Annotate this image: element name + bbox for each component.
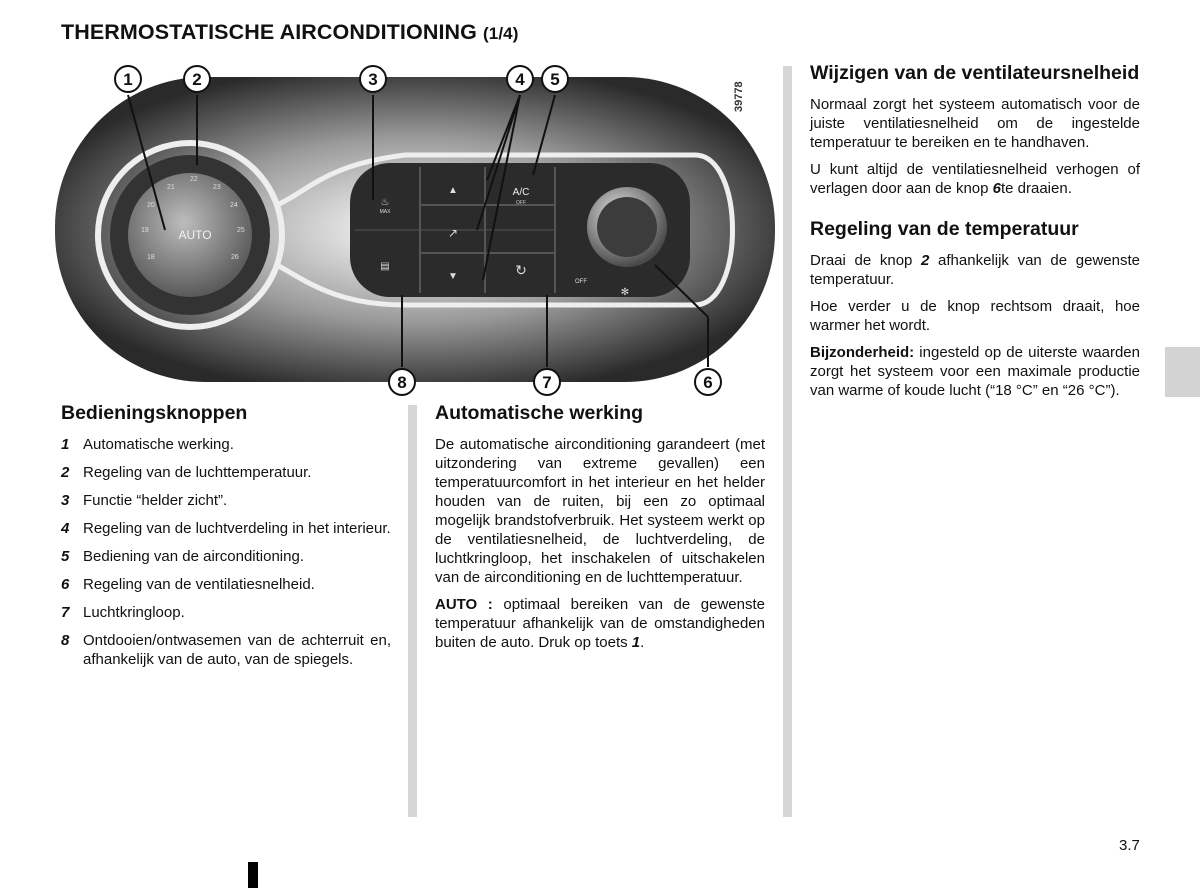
page-title: THERMOSTATISCHE AIRCONDITIONING (1/4) <box>61 20 519 44</box>
defrost-rear-icon: ▤ <box>380 261 390 272</box>
page-part: (1/4) <box>483 24 519 43</box>
dial-number-22: 22 <box>190 176 198 183</box>
temperature-direction-paragraph: Hoe verder u de knop rechtsom draait, hoe warmer het wordt. <box>810 298 1140 334</box>
special-note-paragraph: Bijzonderheid: ingesteld op de uiterste waarden zorgt het systeem voor een maximale productie van warme of koude lucht (“18 °C” en “26 °C”). <box>810 344 1140 399</box>
callout-2: 2 <box>192 70 202 89</box>
automatic-operation-column <box>435 402 765 660</box>
list-item: 3 Functie “helder zicht”. <box>61 492 228 509</box>
list-item: 8 Ontdooien/ontwasemen van de achterruit en, afhankelijk van de auto, van de spiegels. <box>61 632 391 668</box>
dial-number-19: 19 <box>141 227 149 234</box>
list-item: 2 Regeling van de luchttemperatuur. <box>61 464 312 481</box>
ac-label: A/C <box>512 187 530 198</box>
arrow-up-icon: ▲ <box>448 185 458 196</box>
fan-speed-heading: Wijzigen van de ventilateursnelheid <box>810 62 1140 84</box>
controls-heading: Bedieningsknoppen <box>61 402 248 424</box>
dial-auto-label: AUTO <box>178 228 212 242</box>
recirculation-icon: ↻ <box>515 262 527 278</box>
defrost-front-icon: ♨ <box>380 197 390 208</box>
crop-mark <box>248 862 258 888</box>
air-distribution-icon: ↗ <box>447 226 459 240</box>
fan-speed-knob-paragraph: U kunt altijd de ventilatiesnelheid verhogen of verlagen door aan de knop 6te draaien. <box>810 161 1140 197</box>
list-item: 1 Automatische werking. <box>61 436 234 453</box>
list-item: 5 Bediening van de airconditioning. <box>61 548 304 565</box>
page-number: 3.7 <box>1119 837 1140 854</box>
arrow-down-icon: ▼ <box>448 271 458 282</box>
fan-icon: ✻ <box>620 287 630 298</box>
settings-column <box>810 62 1140 408</box>
list-item: 7 Luchtkringloop. <box>61 604 185 621</box>
dial-number-21: 21 <box>167 184 175 191</box>
dial-number-23: 23 <box>213 184 221 191</box>
fan-off-label: OFF <box>575 279 587 285</box>
callout-4: 4 <box>515 70 525 89</box>
dial-number-26: 26 <box>231 254 239 261</box>
callout-3: 3 <box>368 70 378 89</box>
list-item: 4 Regeling van de luchtverdeling in het interieur. <box>61 520 391 537</box>
dial-number-24: 24 <box>230 202 238 209</box>
figure-code: 39778 <box>733 81 745 112</box>
callout-5: 5 <box>550 70 560 89</box>
temperature-knob-paragraph: Draai de knop 2 afhankelijk van de gewenste temperatuur. <box>810 252 1140 288</box>
dial-number-20: 20 <box>147 202 155 209</box>
automatic-operation-paragraph: De automatische airconditioning garandeert (met uitzondering van extreme gevallen) een temperatuurcomfort in het interieur en het helder houden van de ruiten, bij een zo optimaal mogelijk brandstofverbruik. Het systeem werkt op de ventilatiesnelheid, de luchtverdeling, de luchtkringloop, het inschakelen of uitschakelen van de airconditioning en de luchttemperatuur. <box>435 436 765 586</box>
automatic-operation-heading: Automatische werking <box>435 402 644 424</box>
controls-column <box>61 402 391 678</box>
callout-1: 1 <box>123 70 133 89</box>
dial-number-18: 18 <box>147 254 155 261</box>
controls-list <box>61 435 391 669</box>
temperature-heading: Regeling van de temperatuur <box>810 218 1079 240</box>
ac-off-label: OFF <box>516 200 526 206</box>
auto-paragraph: AUTO : optimaal bereiken van de gewenste temperatuur afhankelijk van de omstandigheden buiten de auto. Druk op toets 1. <box>435 596 765 651</box>
callout-7: 7 <box>542 373 552 392</box>
max-defrost-label: MAX <box>379 209 391 215</box>
column-divider-bar <box>783 66 792 817</box>
section-thumb-tab <box>1165 347 1200 397</box>
dial-number-25: 25 <box>237 227 245 234</box>
callout-8: 8 <box>397 373 407 392</box>
column-divider-bar <box>408 405 417 817</box>
callout-6: 6 <box>703 373 713 392</box>
fan-speed-paragraph: Normaal zorgt het systeem automatisch voor de juiste ventilatiesnelheid om de ingestelde temperatuur te bereiken en te handhaven. <box>810 96 1140 151</box>
list-item: 6 Regeling van de ventilatiesnelheid. <box>61 576 315 593</box>
climate-control-panel-figure <box>55 55 775 400</box>
